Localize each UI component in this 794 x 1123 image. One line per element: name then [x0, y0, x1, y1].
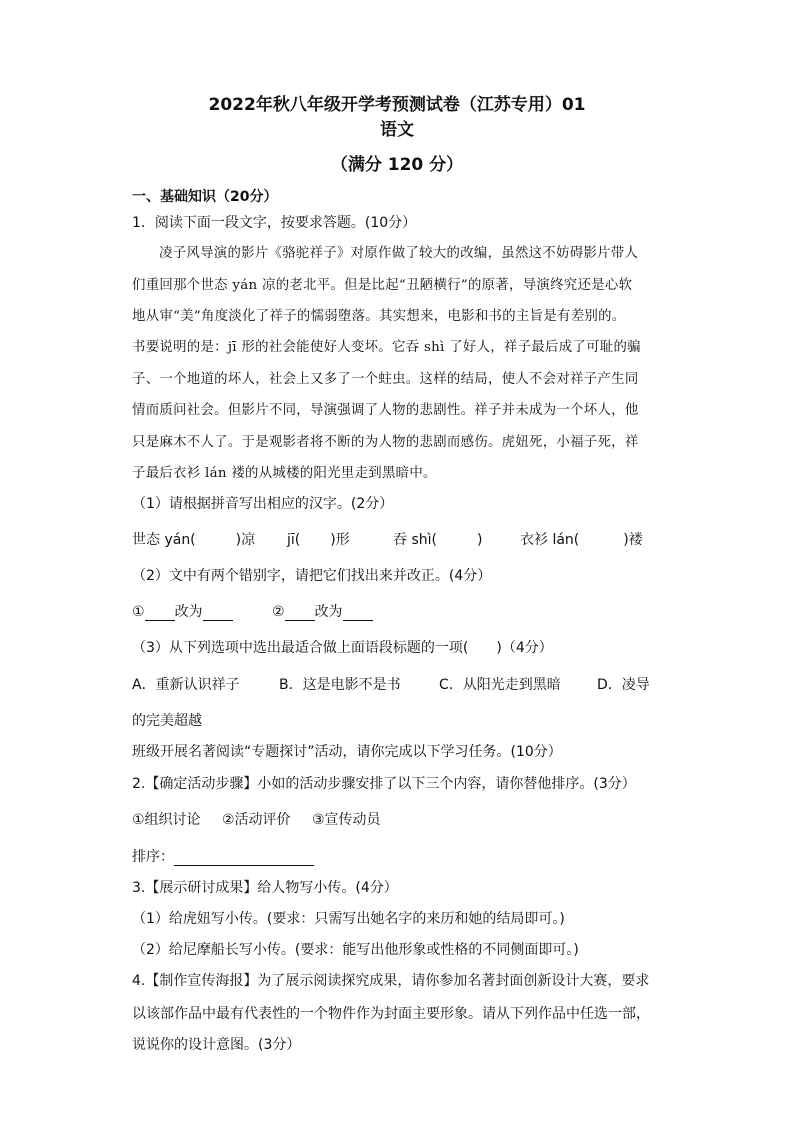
passage-line: 子、一个地道的坏人，社会上又多了一个蛀虫。这样的结局，使人不会对祥子产生同 [132, 372, 639, 387]
correction-item-2: ② 改为 [272, 603, 373, 621]
pinyin-item: jī( )形 [287, 532, 350, 548]
option-d[interactable]: D．凌导 [597, 677, 650, 693]
question-3-1: （1）给虎妞写小传。(要求：只需写出她名字的来历和她的结局即可。) [132, 911, 565, 927]
question-4-line: 4.【制作宣传海报】为了展示阅读探究成果，请你参加名著封面创新设计大赛，要求 [132, 973, 650, 989]
step-option: ①组织讨论 [132, 812, 201, 828]
pinyin-item: 世态 yán( )凉 [132, 532, 256, 548]
option-c[interactable]: C．从阳光走到黑暗 [439, 677, 561, 693]
order-answer: 排序： [132, 848, 314, 866]
option-d-continued: 的完美超越 [132, 713, 202, 729]
passage-line: 书要说明的是：jī 形的社会能使好人变坏。它吞 shì 了好人，祥子最后成了可耻的骗 [132, 340, 641, 355]
passage-line: 凌子风导演的影片《骆驼祥子》对原作做了较大的改编，虽然这不妨碍影片带人 [159, 246, 639, 261]
passage-line: 子最后衣衫 lán 褛的从城楼的阳光里走到黑暗中。 [132, 466, 437, 481]
question-1-3: （3）从下列选项中选出最适合做上面语段标题的一项( )（4分） [132, 640, 553, 656]
question-1-stem: 1．阅读下面一段文字，按要求答题。(10分） [132, 215, 417, 231]
question-3-stem: 3.【展示研讨成果】给人物写小传。(4分） [132, 880, 398, 896]
option-b[interactable]: B．这是电影不是书 [279, 677, 401, 693]
pinyin-item: 吞 shì( ) [393, 532, 483, 548]
exam-title: 2022年秋八年级开学考预测试卷（江苏专用）01 [208, 95, 586, 115]
question-3-2: （2）给尼摩船长写小传。(要求：能写出他形象或性格的不同侧面即可。) [132, 942, 579, 958]
answer-blank[interactable] [343, 606, 373, 621]
subject-title: 语文 [380, 120, 414, 140]
question-1-1: （1）请根据拼音写出相应的汉字。(2分） [132, 496, 394, 512]
question-1-2: （2）文中有两个错别字，请把它们找出来并改正。(4分） [132, 568, 492, 584]
activity-intro: 班级开展名著阅读“专题探讨”活动，请你完成以下学习任务。(10分） [132, 744, 562, 760]
question-4-line: 以该部作品中最有代表性的一个物件作为封面主要形象。请从下列作品中任选一部， [132, 1006, 650, 1022]
passage-line: 们重回那个世态 yán 凉的老北平。但是比起“丑陋横行”的原著，导演终究还是心软 [132, 278, 633, 293]
option-a[interactable]: A．重新认识祥子 [132, 677, 240, 693]
passage-line: 只是麻木不人了。于是观影者将不断的为人物的悲剧而感伤。虎妞死，小福子死，祥 [132, 435, 639, 450]
step-option: ③宣传动员 [312, 812, 381, 828]
correction-item-1: ① 改为 [132, 603, 233, 621]
answer-blank[interactable] [285, 606, 315, 621]
question-4-line: 说说你的设计意图。(3分） [132, 1037, 301, 1053]
answer-blank[interactable] [174, 851, 314, 866]
section-heading-basic: 一、基础知识（20分） [132, 189, 278, 205]
question-2-stem: 2.【确定活动步骤】小如的活动步骤安排了以下三个内容，请你替他排序。(3分） [132, 776, 636, 792]
passage-line: 地从审“美”角度淡化了祥子的懦弱堕落。其实想来，电影和书的主旨是有差别的。 [132, 309, 626, 324]
answer-blank[interactable] [203, 606, 233, 621]
full-score: （满分 120 分） [330, 155, 464, 175]
pinyin-item: 衣衫 lán( )褛 [520, 532, 643, 548]
answer-blank[interactable] [145, 606, 175, 621]
step-option: ②活动评价 [222, 812, 291, 828]
passage-line: 情而质问社会。但影片不同，导演强调了人物的悲剧性。祥子并未成为一个坏人，他 [132, 403, 639, 418]
